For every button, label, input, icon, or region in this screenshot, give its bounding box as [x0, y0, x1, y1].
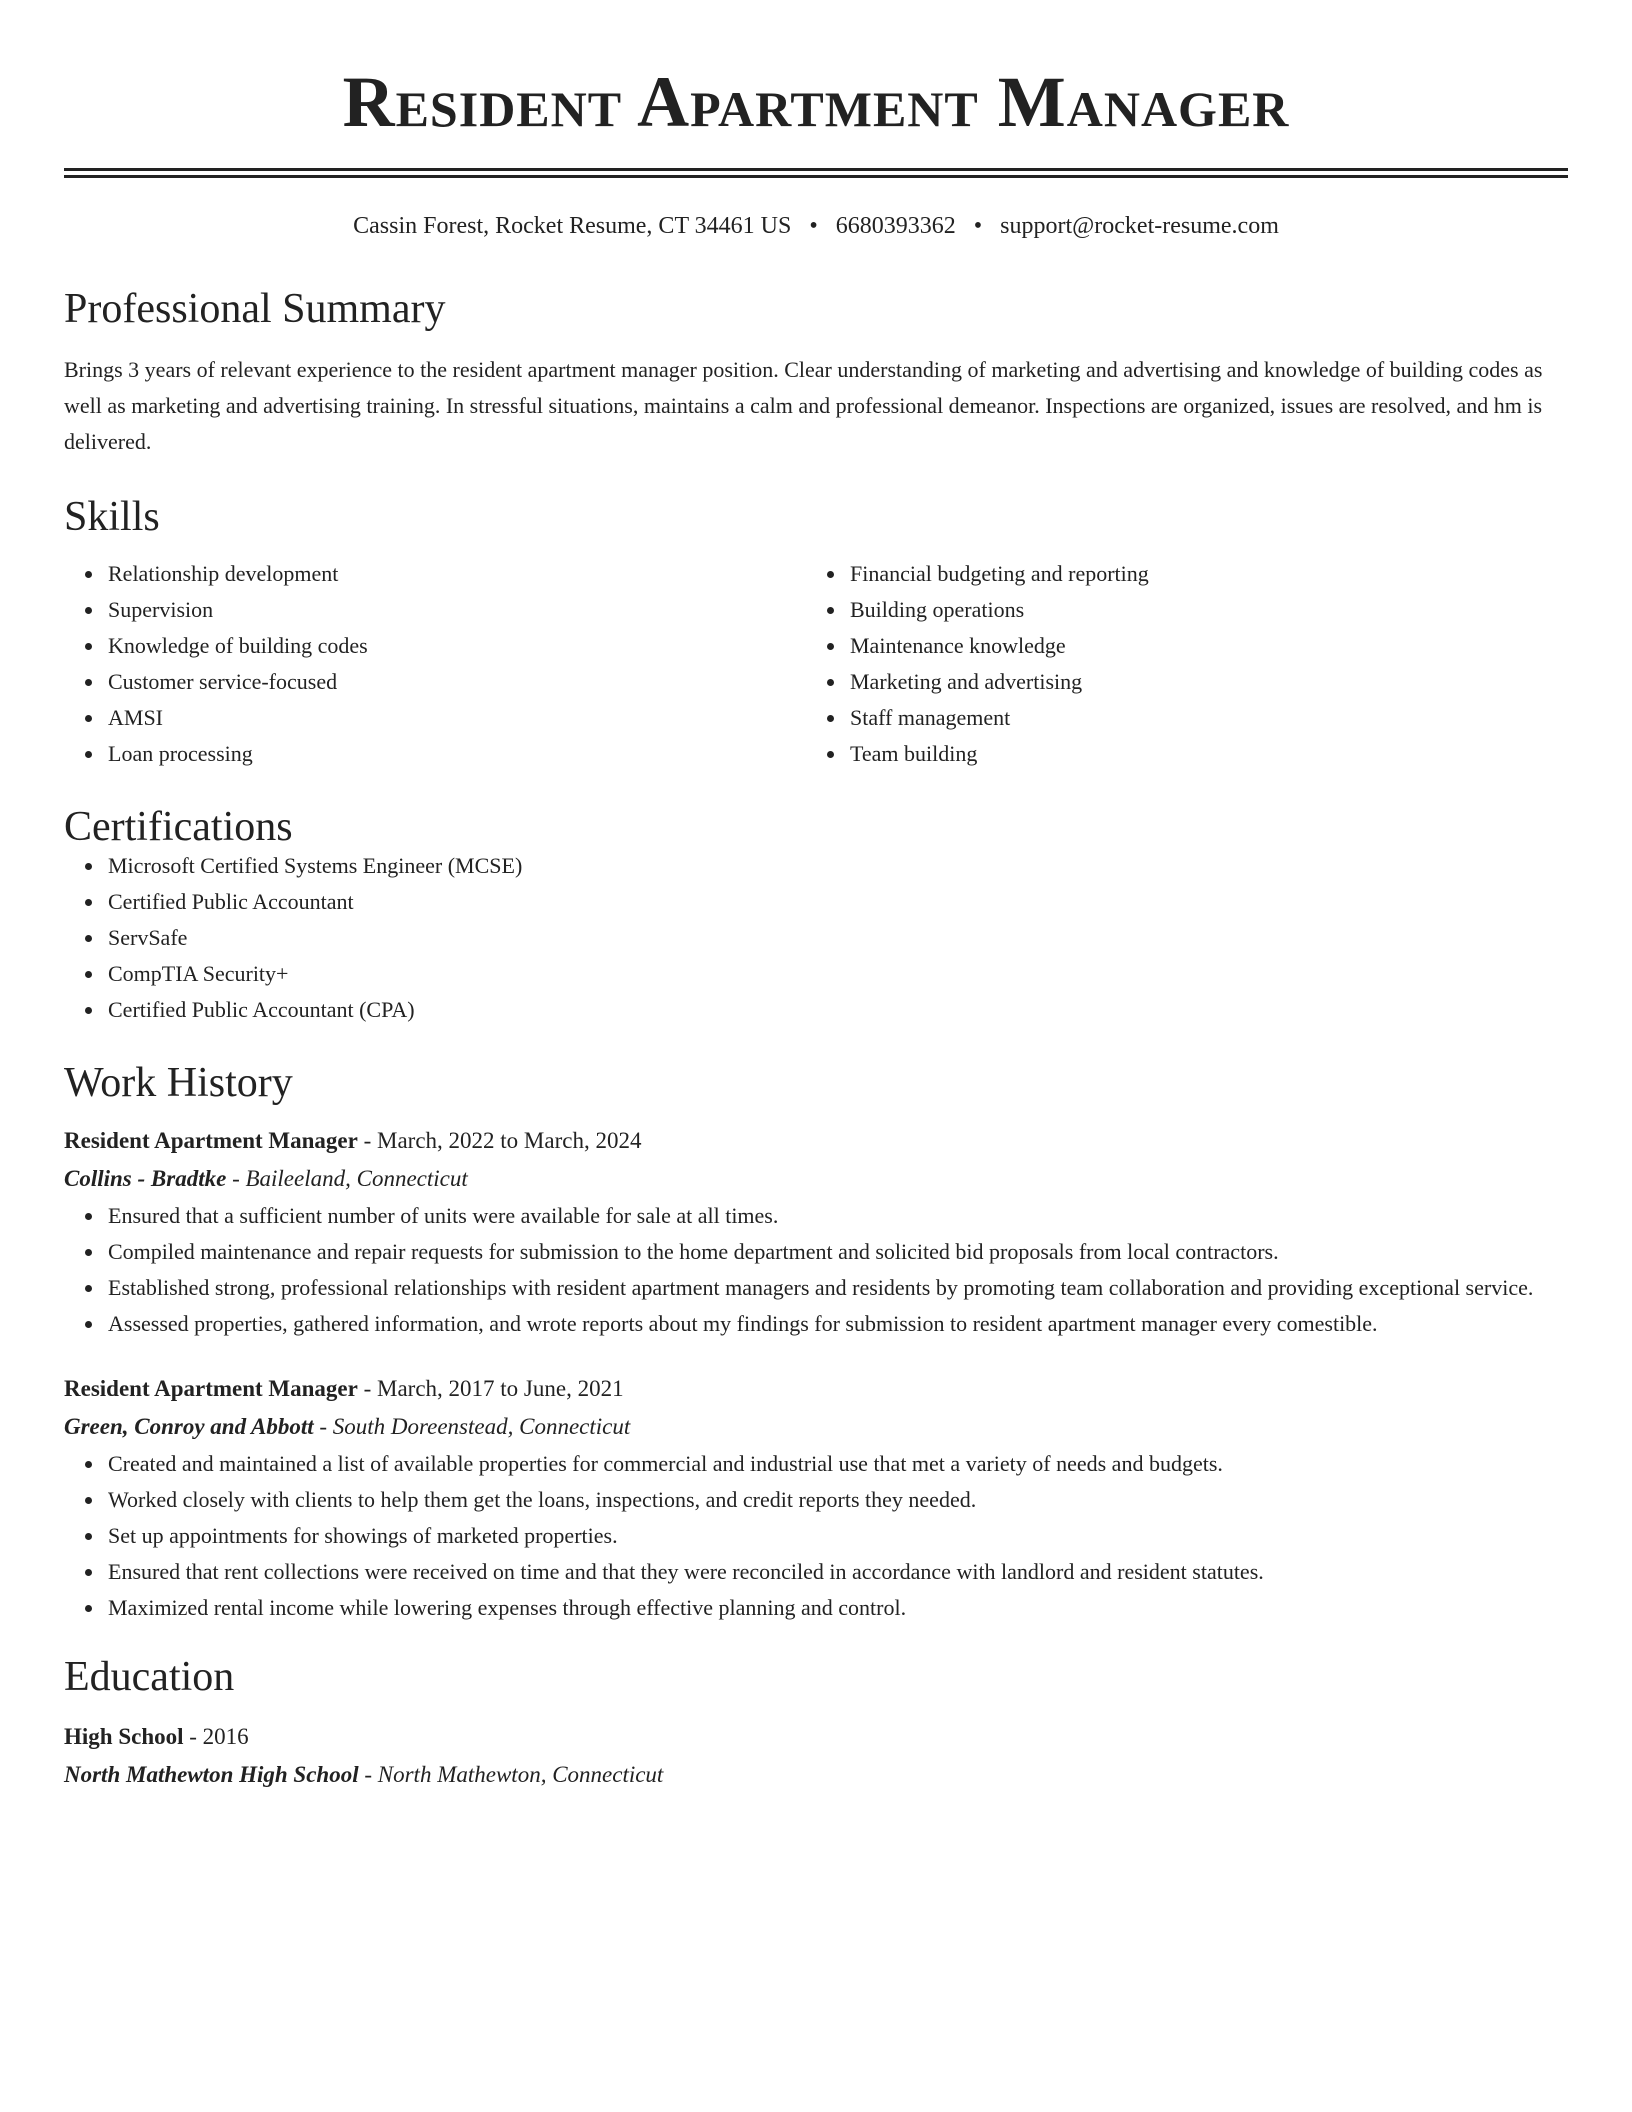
- job-employer: [64, 1160, 1568, 1198]
- job-header: [64, 1370, 1568, 1408]
- list-item: Compiled maintenance and repair requests for submission to the home department and solicited bid proposals from local contractors.: [108, 1234, 1568, 1270]
- education-location: - North Mathewton, Connecticut: [358, 1762, 664, 1787]
- skills-right-list: [806, 556, 1548, 772]
- job-location: - South Doreenstead, Connecticut: [313, 1414, 631, 1439]
- list-item: Established strong, professional relationships with resident apartment managers and residents by promoting team collaboration and providing exceptional service.: [108, 1270, 1568, 1306]
- contact-phone: 6680393362: [835, 213, 956, 239]
- list-item: Created and maintained a list of available properties for commercial and industrial use that met a variety of needs and budgets.: [108, 1446, 1568, 1482]
- resume-title: Resident Apartment Manager: [342, 62, 1290, 142]
- education-degree: High School: [64, 1724, 184, 1749]
- list-item: Worked closely with clients to help them get the loans, inspections, and credit reports they needed.: [108, 1482, 1568, 1518]
- job-duties-list: [64, 1446, 1568, 1626]
- list-item: Ensured that a sufficient number of units were available for sale at all times.: [108, 1198, 1568, 1234]
- contact-email: support@rocket-resume.com: [1000, 213, 1279, 239]
- education-heading: Education: [64, 1654, 235, 1700]
- job-duties-list: [64, 1198, 1568, 1342]
- list-item: Certified Public Accountant (CPA): [108, 992, 1568, 1028]
- list-item: Relationship development: [108, 556, 806, 592]
- job-location: - Baileeland, Connecticut: [226, 1166, 468, 1191]
- list-item: Certified Public Accountant: [108, 884, 1568, 920]
- title-double-rule: [64, 168, 1568, 178]
- list-item: ServSafe: [108, 920, 1568, 956]
- skills-left-list: [64, 556, 806, 772]
- summary-text: Brings 3 years of relevant experience to the resident apartment manager position. Clear understanding of marketing and advertising and knowledge of building codes as well as marketing and advertising training. In stressful situations, maintains a calm and professional demeanor. Inspections are organized, issues are resolved, and hm is delivered.: [64, 357, 1543, 454]
- job-entry: [64, 1122, 1568, 1342]
- job-employer: [64, 1408, 1568, 1446]
- job-company: Green, Conroy and Abbott: [64, 1414, 314, 1439]
- skills-right-column: [806, 556, 1548, 772]
- certifications-heading: Certifications: [64, 804, 293, 850]
- list-item: AMSI: [108, 700, 806, 736]
- list-item: Supervision: [108, 592, 806, 628]
- job-role: Resident Apartment Manager: [64, 1376, 358, 1401]
- job-company: Collins - Bradtke: [64, 1166, 227, 1191]
- work-history-heading: Work History: [64, 1060, 293, 1106]
- skills-columns: [64, 556, 1568, 772]
- education-year: - 2016: [183, 1724, 249, 1749]
- list-item: Maintenance knowledge: [850, 628, 1548, 664]
- job-dates: - March, 2022 to March, 2024: [357, 1128, 642, 1153]
- list-item: Ensured that rent collections were received on time and that they were reconciled in accordance with landlord and resident statutes.: [108, 1554, 1568, 1590]
- list-item: Marketing and advertising: [850, 664, 1548, 700]
- contact-separator: •: [973, 213, 983, 239]
- education-school: North Mathewton High School: [64, 1762, 359, 1787]
- certifications-list: [64, 848, 1568, 1028]
- job-entry: [64, 1370, 1568, 1626]
- list-item: Set up appointments for showings of marketed properties.: [108, 1518, 1568, 1554]
- list-item: Customer service-focused: [108, 664, 806, 700]
- contact-address: Cassin Forest, Rocket Resume, CT 34461 US: [353, 213, 792, 239]
- job-role: Resident Apartment Manager: [64, 1128, 358, 1153]
- skills-heading: Skills: [64, 494, 160, 540]
- job-header: [64, 1122, 1568, 1160]
- list-item: Assessed properties, gathered information, and wrote reports about my findings for submission to resident apartment manager every comestible.: [108, 1306, 1568, 1342]
- education-institution: [64, 1756, 1568, 1794]
- summary-heading: Professional Summary: [64, 286, 446, 332]
- skills-left-column: [64, 556, 806, 772]
- list-item: Staff management: [850, 700, 1548, 736]
- job-dates: - March, 2017 to June, 2021: [357, 1376, 624, 1401]
- list-item: Loan processing: [108, 736, 806, 772]
- education-entry: [64, 1718, 1568, 1794]
- list-item: CompTIA Security+: [108, 956, 1568, 992]
- list-item: Building operations: [850, 592, 1548, 628]
- list-item: Maximized rental income while lowering expenses through effective planning and control.: [108, 1590, 1568, 1626]
- contact-separator: •: [809, 213, 818, 239]
- list-item: Knowledge of building codes: [108, 628, 806, 664]
- education-header: [64, 1718, 1568, 1756]
- contact-line: [64, 214, 1568, 238]
- list-item: Financial budgeting and reporting: [850, 556, 1548, 592]
- list-item: Team building: [850, 736, 1548, 772]
- list-item: Microsoft Certified Systems Engineer (MCSE): [108, 848, 1568, 884]
